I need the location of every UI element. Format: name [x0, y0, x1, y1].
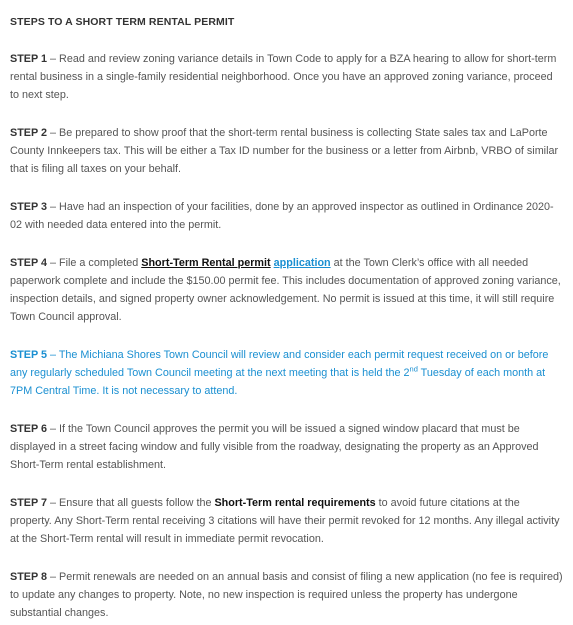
step-6 [10, 420, 563, 474]
step-text: – If the Town Council approves the permit you will be issued a signed window placard that must be displayed in a street facing window and fully visible from the roadway, designating the property as an Approved Short-Term rental establishment. [10, 423, 539, 471]
ordinal-suffix: nd [409, 364, 418, 374]
step-7 [10, 494, 563, 548]
step-label: STEP 6 [10, 423, 48, 435]
step-text-post: at the Town Clerk’s office with all needed paperwork complete and include the $150.00 permit fee. This includes documentation of approved zoning variance, inspection details, and signed property owner acknowledgement. No permit is issued at this time, it will still require Town Council approval. [10, 257, 561, 323]
step-text: – Have had an inspection of your facilities, done by an approved inspector as outlined in Ordinance 2020-02 with needed data entered into the permit. [10, 201, 554, 231]
step-2 [10, 124, 563, 178]
step-label: STEP 2 [10, 127, 48, 139]
step-text-pre: – The Michiana Shores Town Council will review and consider each permit request received on or before any regularly scheduled Town Council meeting at the next meeting that is held the 2 [10, 349, 549, 379]
step-text: – Be prepared to show proof that the short-term rental business is collecting State sales tax and LaPorte County Innkeepers tax. This will be either a Tax ID number for the business or a letter from Airbnb, VRBO of similar that is filing all taxes on your behalf. [10, 127, 559, 175]
page-title: STEPS TO A SHORT TERM RENTAL PERMIT [10, 16, 235, 28]
application-link[interactable]: application [273, 257, 331, 269]
step-3 [10, 198, 563, 234]
short-term-rental-permit-link[interactable]: Short-Term Rental permit [141, 257, 271, 269]
step-label: STEP 3 [10, 201, 48, 213]
step-text-pre: – File a completed [47, 257, 142, 269]
step-8 [10, 568, 563, 622]
step-text-post: Tuesday of each month at 7PM Central Time. It is not necessary to attend. [10, 367, 546, 397]
step-text: – Read and review zoning variance details in Town Code to apply for a BZA hearing to allow for short-term rental business in a single-family residential neighborhood. Once you have an approved zoning variance, proceed to next step. [10, 53, 557, 101]
step-text: – Permit renewals are needed on an annual basis and consist of filing a new application (no fee is required) to update any changes to property. Note, no new inspection is required unless the property has undergone substantial changes. [10, 571, 563, 619]
step-label: STEP 5 [10, 349, 48, 361]
step-4 [10, 254, 563, 326]
step-5 [10, 346, 563, 400]
step-text-pre: – Ensure that all guests follow the [47, 497, 215, 509]
step-text-post: to avoid future citations at the property. Any Short-Term rental receiving 3 citations will have their permit revoked for 12 months. Any illegal activity at the Short-Term rental will result in immediate permit revocation. [10, 497, 560, 545]
step-1 [10, 50, 563, 104]
step-label: STEP 4 [10, 257, 48, 269]
rental-requirements-text: Short-Term rental requirements [214, 497, 376, 509]
step-label: STEP 8 [10, 571, 48, 583]
step-label: STEP 7 [10, 497, 48, 509]
step-label: STEP 1 [10, 53, 48, 65]
